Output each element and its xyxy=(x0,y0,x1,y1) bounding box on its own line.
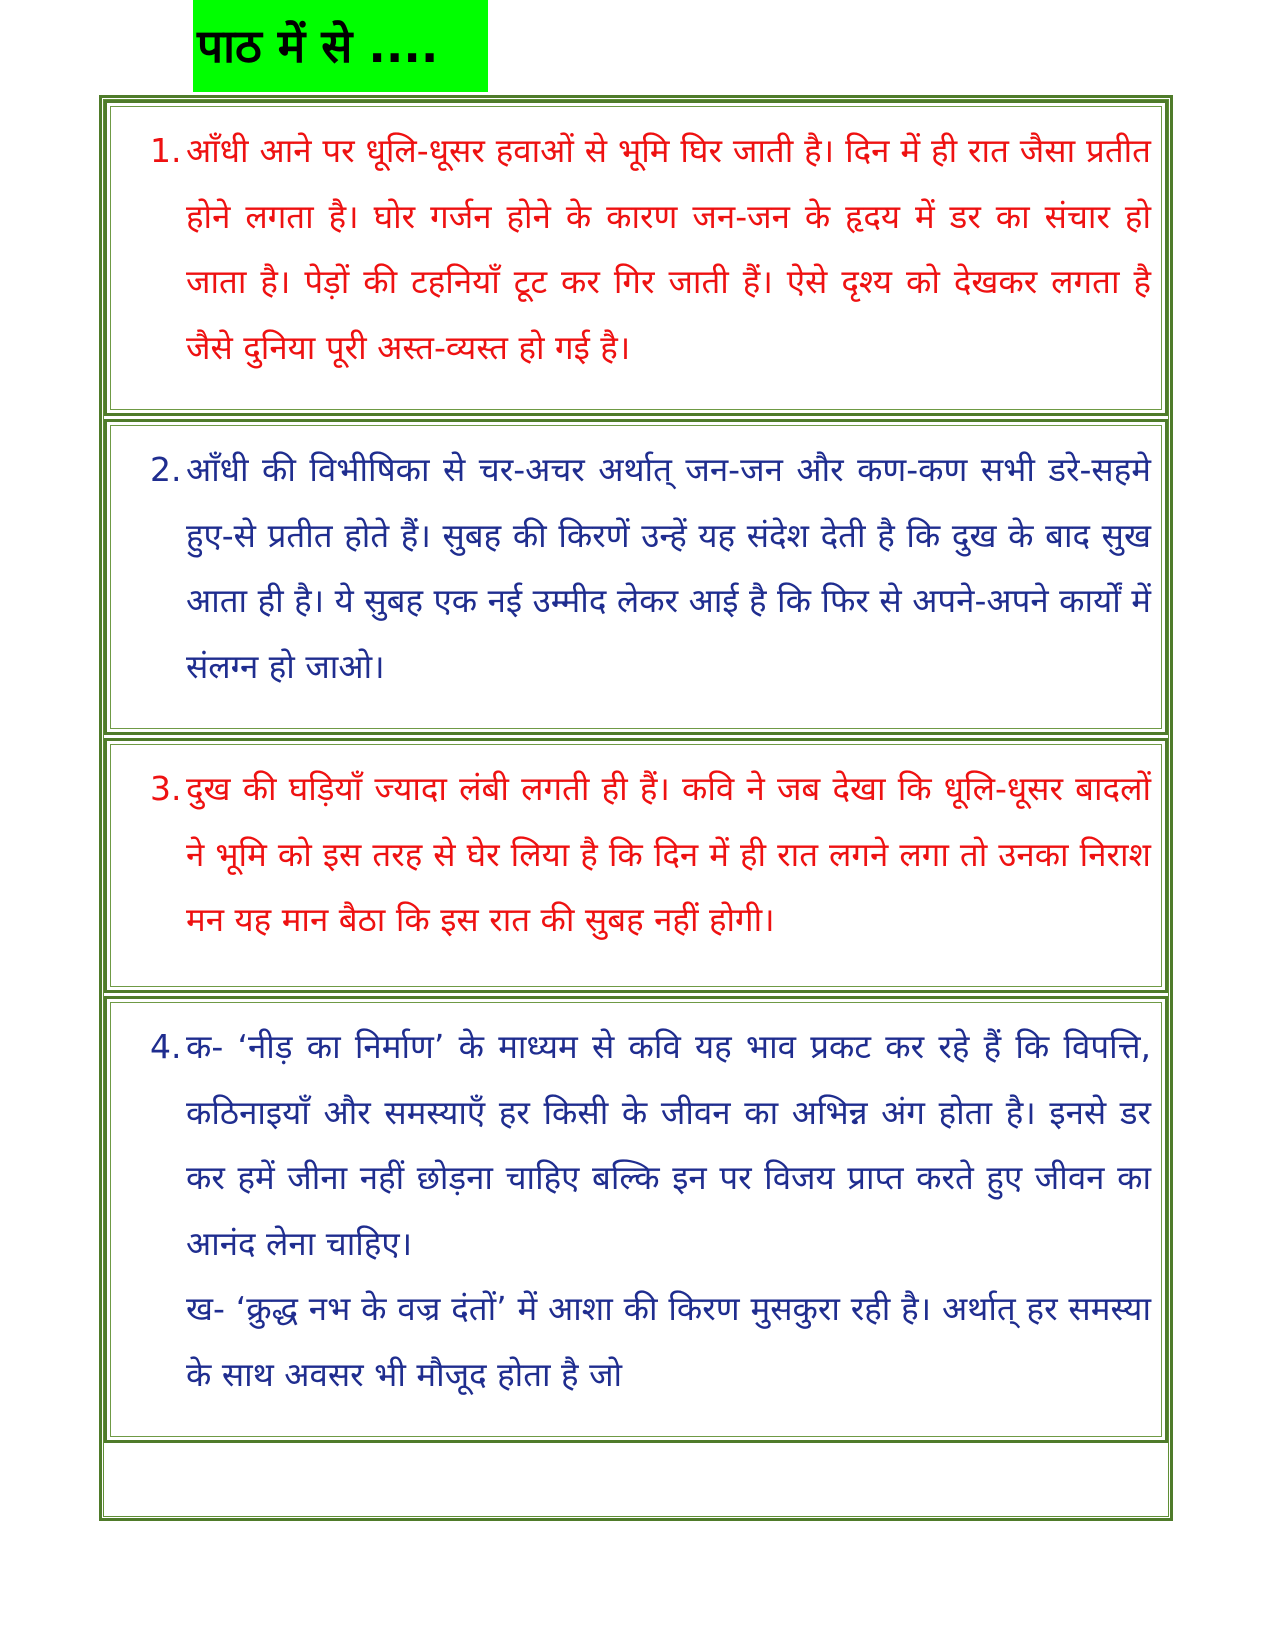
answer-text-part-b: ख- ‘क्रुद्ध नभ के वज्र दंतों’ में आशा की किरण मुसकुरा रही है। अर्थात् हर समस्या के साथ अवसर भी मौजूद होता है जो xyxy=(186,1289,1151,1394)
answer-number: 1. xyxy=(150,131,182,170)
answer-text: आँधी आने पर धूलि-धूसर हवाओं से भूमि घिर जाती है। दिन में ही रात जैसा प्रतीत होने लगता है। घोर गर्जन होने के कारण जन-जन के हृदय में डर का संचार हो जाता है। पेड़ों की टहनियाँ टूट कर गिर जाती हैं। ऐसे दृश्य को देखकर लगता है जैसे दुनिया पूरी अस्त-व्यस्त हो गई है। xyxy=(186,131,1151,367)
page-title: पाठ में से .... xyxy=(197,19,439,73)
answer-number: 4. xyxy=(150,1027,182,1066)
answer-box-2 xyxy=(104,419,1168,735)
answer-text: आँधी की विभीषिका से चर-अचर अर्थात् जन-जन और कण-कण सभी डरे-सहमे हुए-से प्रतीत होते हैं। सुबह की किरणें उन्हें यह संदेश देती है कि दुख के बाद सुख आता ही है। ये सुबह एक नई उम्मीद लेकर आई है कि फिर से अपने-अपने कार्यों में संलग्न हो जाओ। xyxy=(186,450,1151,686)
answer-box-4 xyxy=(104,996,1168,1443)
answer-item-3 xyxy=(150,756,1151,953)
answer-number: 3. xyxy=(150,769,182,808)
answer-item-4 xyxy=(150,1014,1151,1407)
answer-box-3 xyxy=(104,738,1168,993)
answer-text-part-a: क- ‘नीड़ का निर्माण’ के माध्यम से कवि यह भाव प्रकट कर रहे हैं कि विपत्ति, कठिनाइयाँ और समस्याएँ हर किसी के जीवन का अभिन्न अंग होता है। इनसे डर कर हमें जीना नहीं छोड़ना चाहिए बल्कि इन पर विजय प्राप्त करते हुए जीवन का आनंद लेना चाहिए। xyxy=(186,1027,1151,1263)
answer-item-1 xyxy=(150,118,1151,380)
answers-frame xyxy=(99,95,1173,1521)
answer-box-1 xyxy=(104,100,1168,416)
answer-number: 2. xyxy=(150,450,182,489)
answer-item-2 xyxy=(150,437,1151,699)
title-banner xyxy=(193,0,488,92)
answer-text: दुख की घड़ियाँ ज्यादा लंबी लगती ही हैं। कवि ने जब देखा कि धूलि-धूसर बादलों ने भूमि को इस तरह से घेर लिया है कि दिन में ही रात लगने लगा तो उनका निराश मन यह मान बैठा कि इस रात की सुबह नहीं होगी। xyxy=(186,769,1151,939)
